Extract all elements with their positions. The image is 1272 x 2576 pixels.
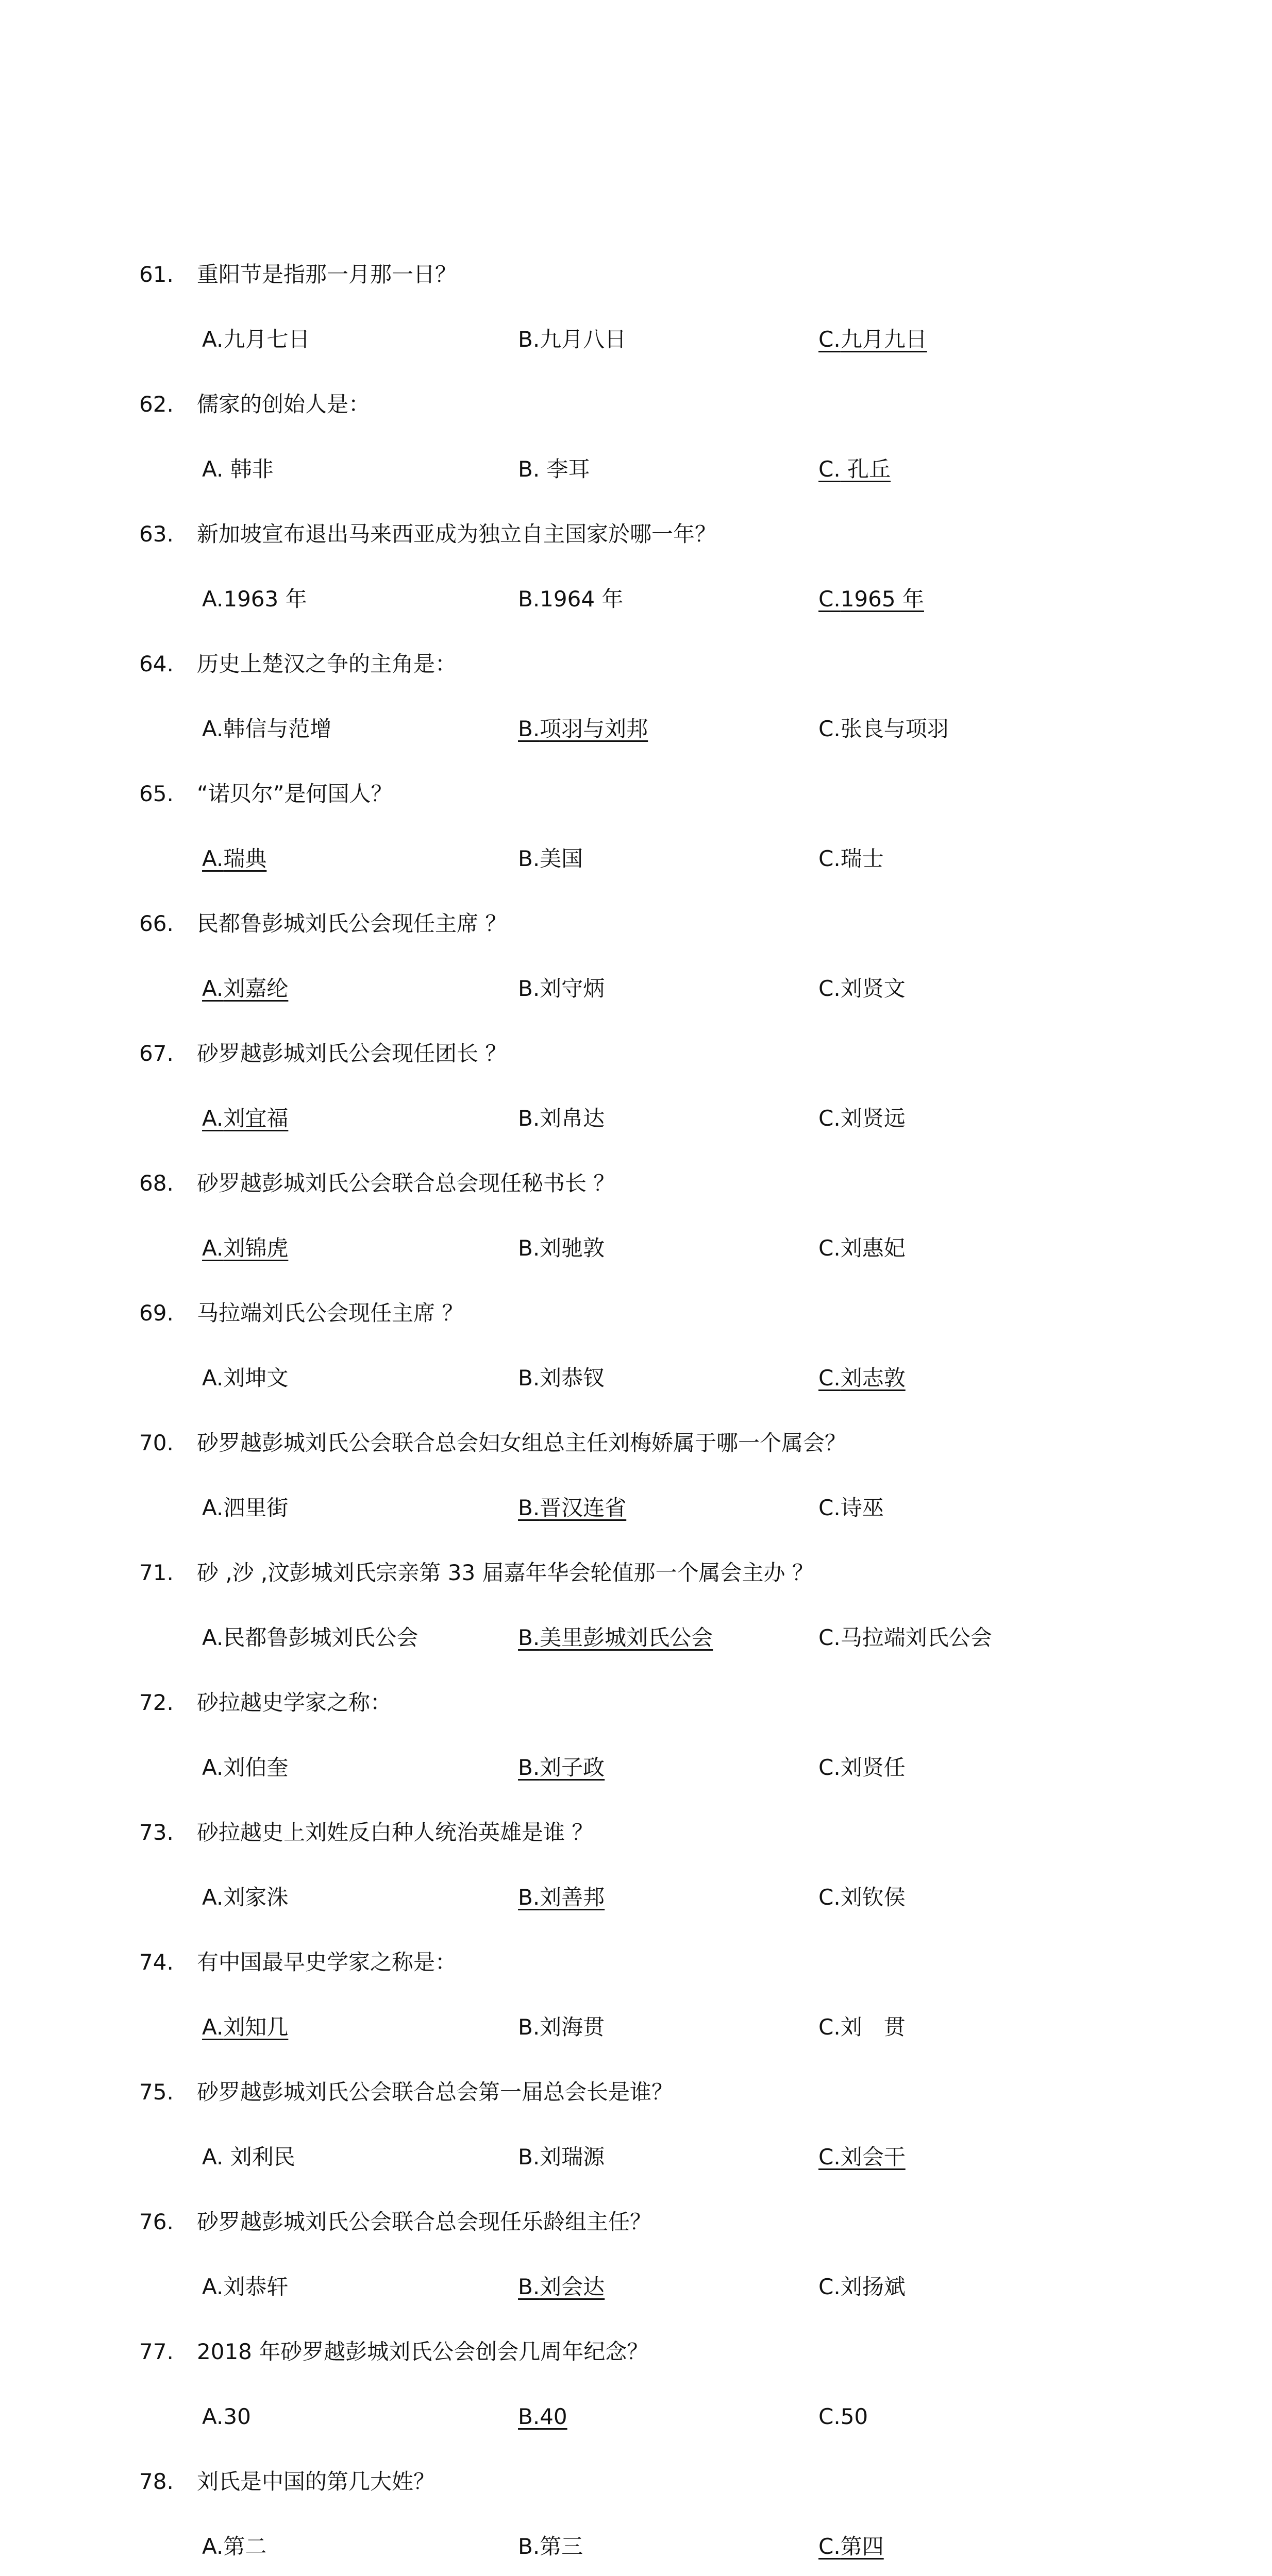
option-label: C. bbox=[818, 1755, 841, 1780]
options-row bbox=[139, 2255, 1170, 2319]
option-label: A. bbox=[202, 1106, 224, 1131]
option-text: 美里彭城刘氏公会 bbox=[540, 1625, 713, 1650]
answer-option bbox=[518, 1995, 605, 2060]
answer-option-correct bbox=[518, 1476, 626, 1540]
option-text: 刘伯奎 bbox=[223, 1755, 289, 1780]
option-text: 泗里街 bbox=[223, 1495, 289, 1520]
options-row bbox=[139, 1476, 1170, 1540]
answer-option bbox=[818, 1476, 884, 1540]
option-label: C. bbox=[818, 2014, 841, 2040]
answer-option-correct bbox=[518, 2384, 567, 2449]
option-label: C. bbox=[818, 1885, 841, 1910]
question-line bbox=[139, 1800, 593, 1865]
answer-option bbox=[818, 956, 906, 1021]
answer-option-correct bbox=[518, 1735, 605, 1800]
question-item bbox=[139, 2060, 1170, 2190]
question-number: 74. bbox=[139, 1950, 174, 1975]
option-text: 民都鲁彭城刘氏公会 bbox=[223, 1625, 419, 1650]
option-text: 刘恭钗 bbox=[540, 1365, 605, 1391]
option-label: B. bbox=[518, 1885, 540, 1910]
question-item bbox=[139, 1281, 1170, 1411]
question-text: 有中国最早史学家之称是： bbox=[197, 1950, 457, 1975]
option-text: 刘嘉纶 bbox=[223, 976, 289, 1001]
option-text: 刘知几 bbox=[223, 2014, 289, 2040]
option-text: 刘会达 bbox=[540, 2274, 605, 2299]
option-label: A. bbox=[202, 1365, 224, 1391]
option-text: 刘瑞源 bbox=[540, 2144, 605, 2170]
option-text: 刘贤文 bbox=[840, 976, 906, 1001]
option-label: A. bbox=[202, 2144, 224, 2170]
answer-option bbox=[202, 567, 307, 632]
option-text: 40 bbox=[540, 2404, 567, 2429]
quiz-question-list bbox=[139, 242, 1170, 2576]
answer-option bbox=[518, 2514, 583, 2576]
option-text: 刘贤远 bbox=[840, 1106, 906, 1131]
option-label: C. bbox=[818, 1365, 841, 1391]
answer-option-correct bbox=[518, 2255, 605, 2319]
question-text: 2018 年砂罗越彭城刘氏公会创会几周年纪念？ bbox=[197, 2339, 649, 2364]
options-row bbox=[139, 1865, 1170, 1930]
option-label: B. bbox=[518, 2404, 540, 2429]
option-text: 美国 bbox=[540, 846, 583, 871]
option-label: B. bbox=[518, 2534, 540, 2559]
option-label: B. bbox=[518, 2144, 540, 2170]
option-text: 刘利民 bbox=[223, 2144, 295, 2170]
option-label: A. bbox=[202, 1755, 224, 1780]
option-text: 刘扬斌 bbox=[840, 2274, 906, 2299]
question-number: 75. bbox=[139, 2079, 174, 2105]
answer-option bbox=[818, 1995, 906, 2060]
question-line bbox=[139, 372, 370, 437]
question-number: 70. bbox=[139, 1430, 174, 1455]
question-text: 砂罗越彭城刘氏公会联合总会第一届总会长是谁？ bbox=[197, 2079, 674, 2105]
answer-option bbox=[202, 1605, 418, 1670]
option-label: B. bbox=[518, 846, 540, 871]
option-label: C. bbox=[818, 976, 841, 1001]
question-number: 71. bbox=[139, 1560, 174, 1585]
answer-option bbox=[818, 1086, 906, 1151]
question-line bbox=[139, 1670, 392, 1735]
question-line bbox=[139, 2190, 651, 2255]
option-text: 晋汉连省 bbox=[540, 1495, 627, 1520]
option-label: C. bbox=[818, 1625, 841, 1650]
answer-option-correct bbox=[202, 1216, 288, 1281]
option-label: A. bbox=[202, 716, 224, 741]
question-line bbox=[139, 2319, 648, 2384]
question-number: 64. bbox=[139, 651, 174, 676]
options-row bbox=[139, 1605, 1170, 1670]
question-number: 68. bbox=[139, 1171, 174, 1196]
option-text: 刘宜福 bbox=[223, 1106, 289, 1131]
answer-option-correct bbox=[202, 826, 266, 891]
answer-option bbox=[202, 2514, 266, 2576]
option-label: B. bbox=[518, 2014, 540, 2040]
answer-option bbox=[202, 1476, 288, 1540]
question-item bbox=[139, 502, 1170, 632]
answer-option bbox=[202, 307, 310, 372]
options-row bbox=[139, 1995, 1170, 2060]
option-text: 马拉端刘氏公会 bbox=[840, 1625, 992, 1650]
option-text: 瑞典 bbox=[223, 846, 267, 871]
question-line bbox=[139, 1021, 507, 1086]
option-label: A. bbox=[202, 1625, 224, 1650]
options-row bbox=[139, 2125, 1170, 2190]
question-text: “诺贝尔”是何国人？ bbox=[197, 781, 393, 806]
option-text: 瑞士 bbox=[840, 846, 884, 871]
question-text: 砂拉越史上刘姓反白种人统治英雄是谁 ？ bbox=[197, 1820, 594, 1845]
option-label: C. bbox=[818, 1106, 841, 1131]
question-text: 重阳节是指那一月那一日？ bbox=[197, 262, 457, 287]
question-item bbox=[139, 761, 1170, 891]
answer-option bbox=[202, 2125, 295, 2190]
answer-option-correct bbox=[518, 1865, 605, 1930]
answer-option bbox=[518, 1346, 605, 1411]
question-line bbox=[139, 1281, 463, 1346]
option-text: 30 bbox=[223, 2404, 251, 2429]
option-label: B. bbox=[518, 2274, 540, 2299]
question-item bbox=[139, 242, 1170, 372]
answer-option bbox=[518, 826, 583, 891]
options-row bbox=[139, 2514, 1170, 2576]
question-item bbox=[139, 372, 1170, 502]
options-row bbox=[139, 1216, 1170, 1281]
question-number: 72. bbox=[139, 1690, 174, 1715]
option-label: C. bbox=[818, 1235, 841, 1261]
option-text: 刘锦虎 bbox=[223, 1235, 289, 1261]
question-text: 砂拉越史学家之称： bbox=[197, 1690, 392, 1715]
option-text: 1963 年 bbox=[223, 586, 307, 612]
answer-option bbox=[818, 1216, 906, 1281]
option-label: A. bbox=[202, 327, 224, 352]
question-item bbox=[139, 2449, 1170, 2576]
question-number: 65. bbox=[139, 781, 174, 806]
option-label: A. bbox=[202, 2274, 224, 2299]
answer-option bbox=[818, 826, 884, 891]
question-line bbox=[139, 502, 716, 567]
option-text: 张良与项羽 bbox=[840, 716, 949, 741]
answer-option bbox=[818, 2384, 868, 2449]
options-row bbox=[139, 307, 1170, 372]
option-text: 刘恭轩 bbox=[223, 2274, 289, 2299]
option-text: 第三 bbox=[540, 2534, 583, 2559]
option-label: A. bbox=[202, 2014, 224, 2040]
question-text: 民都鲁彭城刘氏公会现任主席 ？ bbox=[197, 911, 507, 936]
option-text: 刘惠妃 bbox=[840, 1235, 906, 1261]
option-label: B. bbox=[518, 456, 540, 482]
question-number: 69. bbox=[139, 1300, 174, 1326]
answer-option bbox=[202, 1865, 288, 1930]
question-text: 刘氏是中国的第几大姓？ bbox=[197, 2469, 436, 2494]
question-text: 砂罗越彭城刘氏公会联合总会妇女组总主任刘梅娇属于哪一个属会？ bbox=[197, 1430, 847, 1455]
answer-option-correct bbox=[202, 956, 288, 1021]
question-item bbox=[139, 2319, 1170, 2449]
answer-option bbox=[818, 1735, 906, 1800]
option-text: 刘驰敦 bbox=[540, 1235, 605, 1261]
option-label: C. bbox=[818, 586, 841, 612]
question-number: 78. bbox=[139, 2469, 174, 2494]
option-label: C. bbox=[818, 2404, 841, 2429]
question-number: 67. bbox=[139, 1041, 174, 1066]
option-label: A. bbox=[202, 2534, 224, 2559]
option-label: B. bbox=[518, 1235, 540, 1261]
question-item bbox=[139, 891, 1170, 1021]
question-item bbox=[139, 1930, 1170, 2060]
question-text: 砂 ,沙 ,汶彭城刘氏宗亲第 33 届嘉年华会轮值那一个属会主办 ？ bbox=[197, 1560, 814, 1585]
question-line bbox=[139, 1540, 814, 1605]
option-label: C. bbox=[818, 327, 841, 352]
answer-option bbox=[818, 2255, 906, 2319]
option-label: C. bbox=[818, 1495, 841, 1520]
option-text: 刘会干 bbox=[840, 2144, 906, 2170]
question-line bbox=[139, 2060, 673, 2125]
question-number: 61. bbox=[139, 262, 174, 287]
answer-option-correct bbox=[518, 1605, 713, 1670]
option-label: B. bbox=[518, 1625, 540, 1650]
question-item bbox=[139, 1411, 1170, 1540]
options-row bbox=[139, 437, 1170, 502]
option-text: 刘帛达 bbox=[540, 1106, 605, 1131]
question-line bbox=[139, 1151, 615, 1216]
option-text: 诗巫 bbox=[840, 1495, 884, 1520]
answer-option bbox=[202, 1735, 288, 1800]
option-label: A. bbox=[202, 1235, 224, 1261]
option-text: 九月七日 bbox=[223, 327, 310, 352]
question-item bbox=[139, 1800, 1170, 1930]
option-text: 刘守炳 bbox=[540, 976, 605, 1001]
option-text: 刘坤文 bbox=[223, 1365, 289, 1391]
option-text: 项羽与刘邦 bbox=[540, 716, 648, 741]
answer-option bbox=[818, 697, 949, 761]
question-number: 66. bbox=[139, 911, 174, 936]
answer-option-correct bbox=[818, 567, 924, 632]
answer-option bbox=[518, 307, 626, 372]
answer-option bbox=[202, 437, 274, 502]
option-text: 刘海贯 bbox=[540, 2014, 605, 2040]
answer-option-correct bbox=[818, 437, 891, 502]
option-label: B. bbox=[518, 1755, 540, 1780]
answer-option bbox=[518, 567, 623, 632]
option-label: B. bbox=[518, 586, 540, 612]
question-line bbox=[139, 891, 507, 956]
question-text: 新加坡宣布退出马来西亚成为独立自主国家於哪一年？ bbox=[197, 521, 717, 547]
option-text: 刘家洙 bbox=[223, 1885, 289, 1910]
options-row bbox=[139, 956, 1170, 1021]
answer-option-correct bbox=[818, 1346, 906, 1411]
question-line bbox=[139, 242, 457, 307]
options-row bbox=[139, 567, 1170, 632]
options-row bbox=[139, 826, 1170, 891]
question-item bbox=[139, 1021, 1170, 1151]
option-text: 刘 贯 bbox=[840, 2014, 906, 2040]
question-text: 砂罗越彭城刘氏公会现任团长 ？ bbox=[197, 1041, 507, 1066]
answer-option bbox=[202, 2384, 251, 2449]
option-label: B. bbox=[518, 327, 540, 352]
question-line bbox=[139, 2449, 435, 2514]
option-text: 50 bbox=[840, 2404, 868, 2429]
option-text: 刘贤任 bbox=[840, 1755, 906, 1780]
answer-option bbox=[518, 1086, 605, 1151]
answer-option bbox=[818, 1865, 906, 1930]
answer-option-correct bbox=[202, 1995, 288, 2060]
question-item bbox=[139, 2190, 1170, 2319]
option-text: 1965 年 bbox=[840, 586, 924, 612]
question-line bbox=[139, 1930, 457, 1995]
option-label: A. bbox=[202, 1885, 224, 1910]
question-text: 马拉端刘氏公会现任主席 ？ bbox=[197, 1300, 464, 1326]
answer-option bbox=[818, 1605, 992, 1670]
option-label: B. bbox=[518, 1106, 540, 1131]
option-text: 韩信与范增 bbox=[223, 716, 332, 741]
option-label: C. bbox=[818, 846, 841, 871]
option-label: B. bbox=[518, 976, 540, 1001]
option-label: C. bbox=[818, 2534, 841, 2559]
question-item bbox=[139, 632, 1170, 761]
answer-option-correct bbox=[818, 307, 927, 372]
question-text: 历史上楚汉之争的主角是： bbox=[197, 651, 457, 676]
question-text: 砂罗越彭城刘氏公会联合总会现任乐龄组主任？ bbox=[197, 2209, 652, 2234]
option-text: 刘善邦 bbox=[540, 1885, 605, 1910]
answer-option bbox=[518, 956, 605, 1021]
answer-option bbox=[202, 1346, 288, 1411]
question-number: 62. bbox=[139, 392, 174, 417]
question-item bbox=[139, 1540, 1170, 1670]
answer-option-correct bbox=[818, 2125, 906, 2190]
options-row bbox=[139, 1735, 1170, 1800]
question-line bbox=[139, 632, 457, 697]
question-item bbox=[139, 1670, 1170, 1800]
answer-option-correct bbox=[518, 697, 648, 761]
answer-option bbox=[202, 697, 331, 761]
option-text: 刘钦侯 bbox=[840, 1885, 906, 1910]
option-text: 刘志敦 bbox=[840, 1365, 906, 1391]
answer-option bbox=[518, 1216, 605, 1281]
option-label: C. bbox=[818, 2274, 841, 2299]
question-text: 砂罗越彭城刘氏公会联合总会现任秘书长 ？ bbox=[197, 1171, 615, 1196]
option-label: A. bbox=[202, 846, 224, 871]
option-text: 1964 年 bbox=[540, 586, 624, 612]
option-label: B. bbox=[518, 1365, 540, 1391]
option-text: 韩非 bbox=[223, 456, 274, 482]
option-text: 孔丘 bbox=[840, 456, 891, 482]
answer-option bbox=[518, 437, 590, 502]
question-item bbox=[139, 1151, 1170, 1281]
question-number: 63. bbox=[139, 521, 174, 547]
option-label: C. bbox=[818, 456, 841, 482]
options-row bbox=[139, 1346, 1170, 1411]
option-text: 第四 bbox=[840, 2534, 884, 2559]
question-line bbox=[139, 1411, 846, 1476]
question-text: 儒家的创始人是： bbox=[197, 392, 371, 417]
option-text: 第二 bbox=[223, 2534, 267, 2559]
question-number: 76. bbox=[139, 2209, 174, 2234]
question-line bbox=[139, 761, 393, 826]
answer-option-correct bbox=[202, 1086, 288, 1151]
option-text: 李耳 bbox=[540, 456, 590, 482]
option-text: 九月八日 bbox=[540, 327, 627, 352]
answer-option-correct bbox=[818, 2514, 884, 2576]
option-label: A. bbox=[202, 586, 224, 612]
option-label: A. bbox=[202, 2404, 224, 2429]
option-label: C. bbox=[818, 2144, 841, 2170]
options-row bbox=[139, 1086, 1170, 1151]
option-label: A. bbox=[202, 456, 224, 482]
answer-option bbox=[518, 2125, 605, 2190]
answer-option bbox=[202, 2255, 288, 2319]
option-text: 刘子政 bbox=[540, 1755, 605, 1780]
option-label: B. bbox=[518, 716, 540, 741]
options-row bbox=[139, 697, 1170, 761]
question-number: 77. bbox=[139, 2339, 174, 2364]
option-label: A. bbox=[202, 1495, 224, 1520]
option-label: C. bbox=[818, 716, 841, 741]
option-label: A. bbox=[202, 976, 224, 1001]
question-number: 73. bbox=[139, 1820, 174, 1845]
option-label: B. bbox=[518, 1495, 540, 1520]
options-row bbox=[139, 2384, 1170, 2449]
option-text: 九月九日 bbox=[840, 327, 927, 352]
